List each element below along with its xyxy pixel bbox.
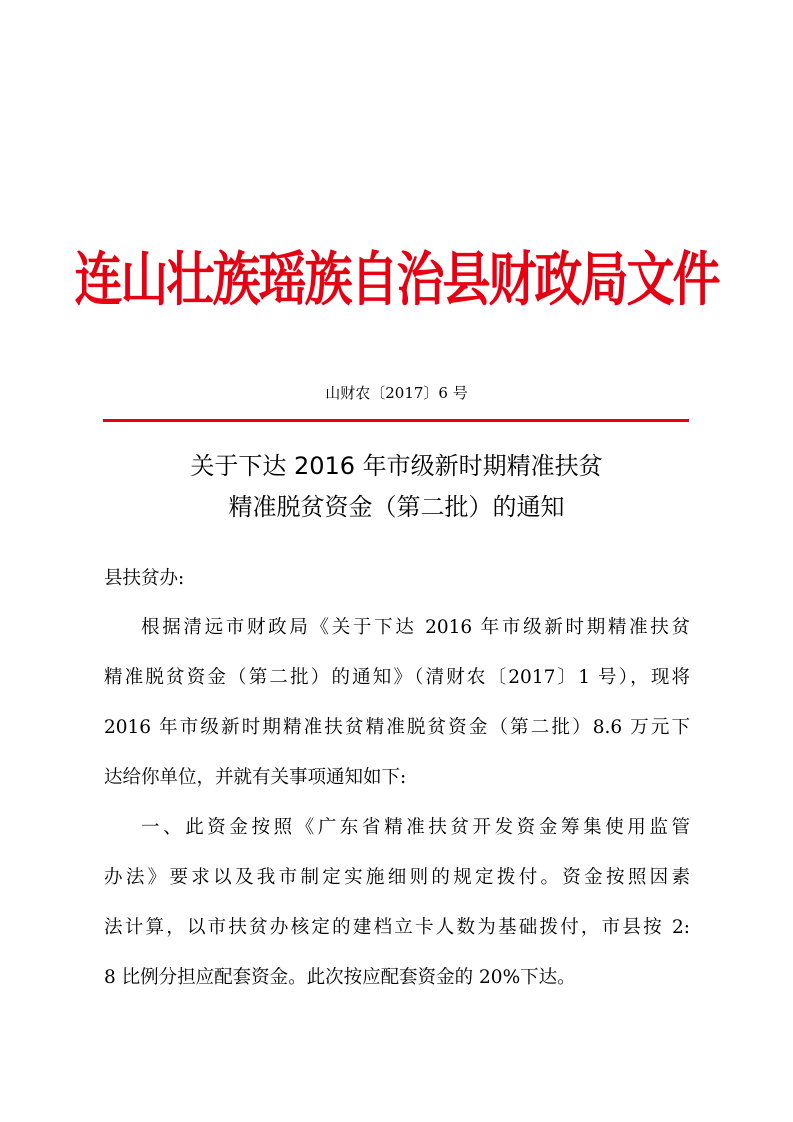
masthead-title: 连山壮族瑶族自治县财政局文件 <box>74 245 719 315</box>
paragraph-1-line-2: 精准脱贫资金（第二批）的通知》（清财农〔2017〕1 号），现将 <box>104 667 690 688</box>
paragraph-2-line-2: 办法》要求以及我市制定实施细则的规定拨付。资金按照因素 <box>104 867 690 888</box>
paragraph-1-line-4: 达给你单位，并就有关事项通知如下: <box>104 767 407 788</box>
notice-title-line-1: 关于下达 2016 年市级新时期精准扶贫 <box>190 452 603 480</box>
paragraph-1-line-1: 根据清远市财政局《关于下达 2016 年市级新时期精准扶贫 <box>141 617 690 638</box>
notice-title-line-2: 精准脱贫资金（第二批）的通知 <box>228 493 565 521</box>
paragraph-2-line-1: 一、此资金按照《广东省精准扶贫开发资金筹集使用监管 <box>141 817 690 838</box>
paragraph-2-line-4: 8 比例分担应配套资金。此次按应配套资金的 20%下达。 <box>104 967 576 988</box>
salutation: 县扶贫办: <box>104 568 185 589</box>
paragraph-1-line-3: 2016 年市级新时期精准扶贫精准脱贫资金（第二批）8.6 万元下 <box>104 717 690 738</box>
document-number: 山财农〔2017〕6 号 <box>325 384 468 402</box>
paragraph-2-line-3: 法计算，以市扶贫办核定的建档立卡人数为基础拨付，市县按 2: <box>104 917 690 938</box>
red-divider-line <box>103 419 689 422</box>
